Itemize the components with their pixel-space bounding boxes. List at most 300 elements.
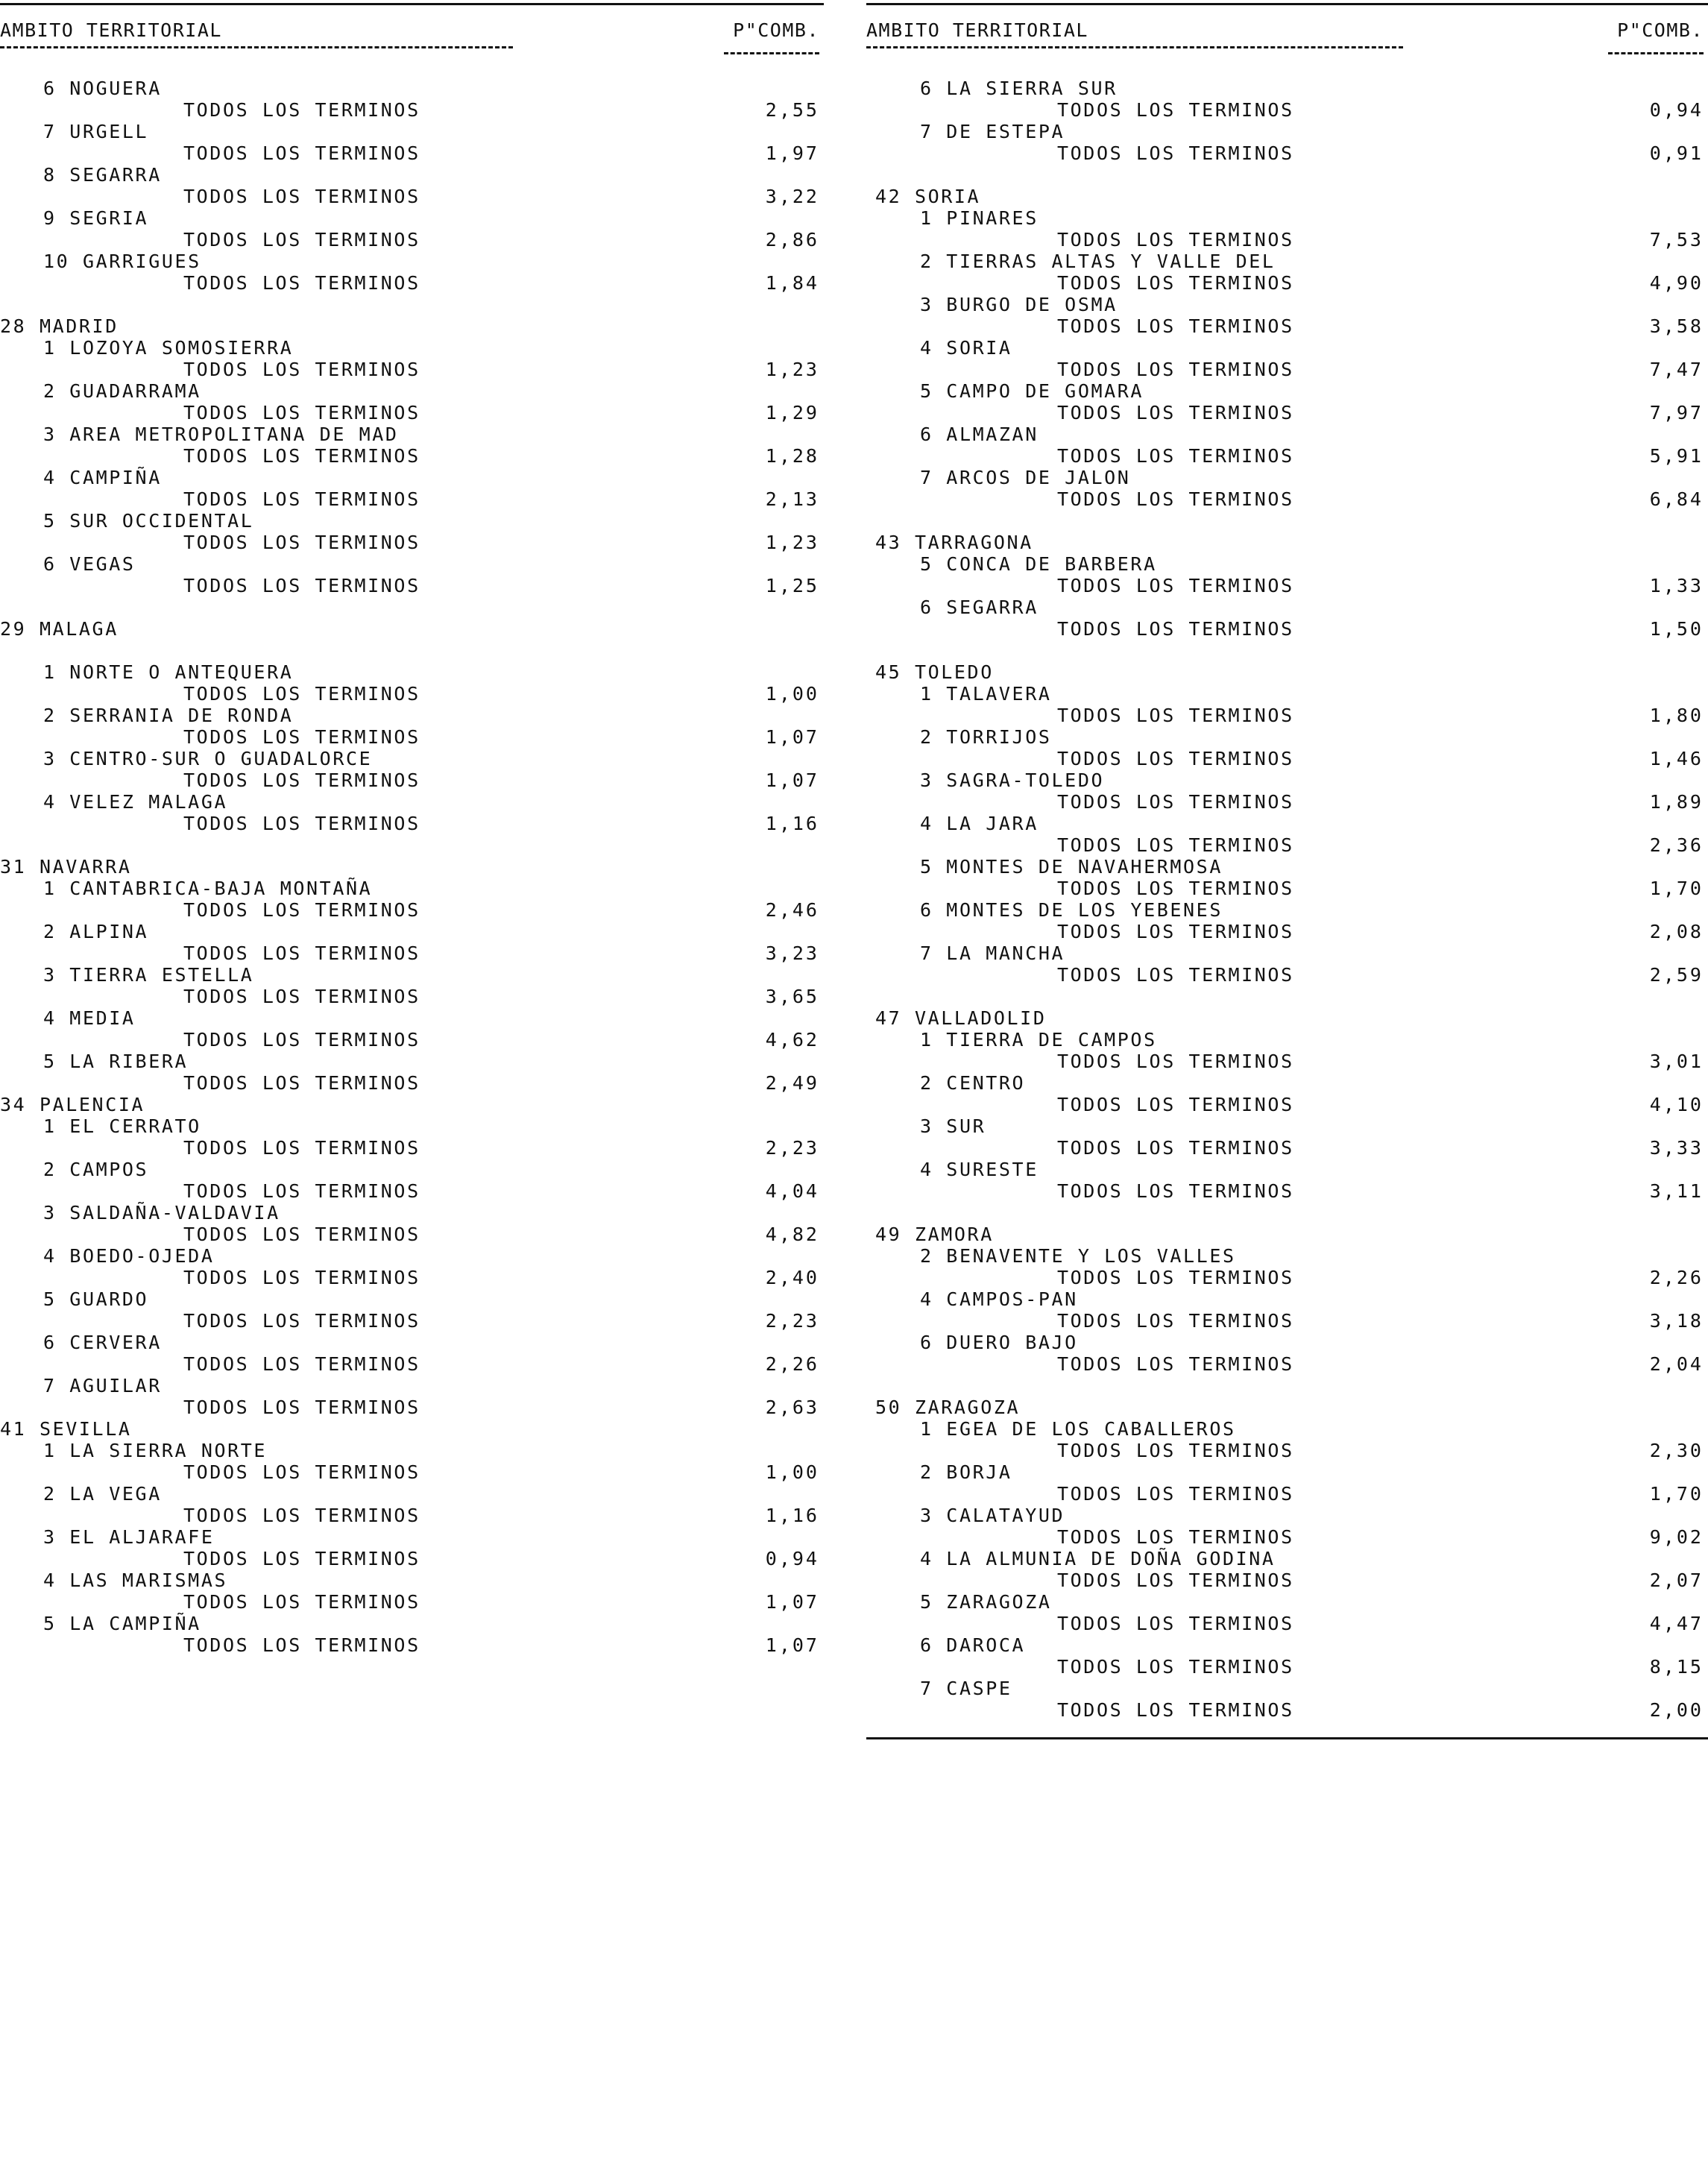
pcomb-value: 6,84 xyxy=(1649,488,1704,510)
comarca-row xyxy=(0,1159,824,1180)
comarca-name: 2 CAMPOS xyxy=(43,1159,149,1180)
comarca-row xyxy=(866,121,1708,142)
province-heading xyxy=(866,1224,1708,1245)
comarca-row xyxy=(0,207,824,229)
comarca-name: 7 URGELL xyxy=(43,121,149,142)
comarca-row xyxy=(866,423,1708,445)
comarca-row xyxy=(0,553,824,575)
term-label: TODOS LOS TERMINOS xyxy=(1057,359,1294,380)
spacer xyxy=(0,834,824,856)
province-name: 42 SORIA xyxy=(875,186,981,207)
territory-list xyxy=(0,78,824,1656)
term-label: TODOS LOS TERMINOS xyxy=(1057,1526,1294,1548)
term-label: TODOS LOS TERMINOS xyxy=(183,1591,420,1613)
comarca-name: 3 SAGRA-TOLEDO xyxy=(920,769,1105,791)
term-row xyxy=(866,878,1708,899)
term-label: TODOS LOS TERMINOS xyxy=(183,1505,420,1526)
term-label: TODOS LOS TERMINOS xyxy=(183,1461,420,1483)
pcomb-value: 1,84 xyxy=(765,272,819,294)
term-label: TODOS LOS TERMINOS xyxy=(1057,229,1294,251)
spacer xyxy=(0,294,824,315)
pcomb-value: 0,94 xyxy=(765,1548,819,1569)
comarca-name: 5 SUR OCCIDENTAL xyxy=(43,510,254,532)
comarca-name: 2 BORJA xyxy=(920,1461,1012,1483)
term-row xyxy=(866,142,1708,164)
comarca-name: 4 SURESTE xyxy=(920,1159,1039,1180)
term-label: TODOS LOS TERMINOS xyxy=(183,272,420,294)
spacer xyxy=(0,640,824,661)
term-row xyxy=(866,1094,1708,1115)
comarca-name: 2 TORRIJOS xyxy=(920,726,1052,748)
pcomb-heading: P"COMB. xyxy=(733,19,819,41)
term-row xyxy=(0,899,824,921)
comarca-row xyxy=(866,1678,1708,1699)
comarca-name: 5 GUARDO xyxy=(43,1288,149,1310)
comarca-name: 2 GUADARRAMA xyxy=(43,380,201,402)
term-row xyxy=(866,1051,1708,1072)
spacer xyxy=(866,986,1708,1007)
term-label: TODOS LOS TERMINOS xyxy=(1057,1051,1294,1072)
term-label: TODOS LOS TERMINOS xyxy=(1057,142,1294,164)
term-label: TODOS LOS TERMINOS xyxy=(183,402,420,423)
comarca-row xyxy=(0,1288,824,1310)
bottom-rule xyxy=(866,1737,1708,1739)
term-row xyxy=(0,1137,824,1159)
comarca-name: 7 ARCOS DE JALON xyxy=(920,467,1131,488)
term-label: TODOS LOS TERMINOS xyxy=(183,726,420,748)
pcomb-value: 1,07 xyxy=(765,1634,819,1656)
pcomb-value: 2,46 xyxy=(765,899,819,921)
pcomb-value: 4,10 xyxy=(1649,1094,1704,1115)
pcomb-value: 4,04 xyxy=(765,1180,819,1202)
term-label: TODOS LOS TERMINOS xyxy=(1057,921,1294,942)
comarca-row xyxy=(866,553,1708,575)
province-name: 50 ZARAGOZA xyxy=(875,1396,1021,1418)
pcomb-value: 1,23 xyxy=(765,359,819,380)
pcomb-value: 2,59 xyxy=(1649,964,1704,986)
term-row xyxy=(0,769,824,791)
comarca-row xyxy=(866,1461,1708,1483)
comarca-name: 5 CONCA DE BARBERA xyxy=(920,553,1157,575)
term-row xyxy=(0,488,824,510)
term-row xyxy=(866,402,1708,423)
pcomb-value: 3,18 xyxy=(1649,1310,1704,1332)
comarca-name: 3 SALDAÑA-VALDAVIA xyxy=(43,1202,280,1224)
pcomb-value: 1,33 xyxy=(1649,575,1704,596)
term-row xyxy=(0,402,824,423)
province-heading xyxy=(866,1396,1708,1418)
term-row xyxy=(0,1224,824,1245)
pcomb-value: 1,00 xyxy=(765,683,819,705)
term-row xyxy=(866,921,1708,942)
term-row xyxy=(866,315,1708,337)
term-row xyxy=(0,1634,824,1656)
term-label: TODOS LOS TERMINOS xyxy=(183,532,420,553)
term-label: TODOS LOS TERMINOS xyxy=(183,1548,420,1569)
comarca-name: 8 SEGARRA xyxy=(43,164,162,186)
pcomb-value: 1,29 xyxy=(765,402,819,423)
comarca-name: 4 MEDIA xyxy=(43,1007,136,1029)
pcomb-value: 7,97 xyxy=(1649,402,1704,423)
comarca-row xyxy=(866,1548,1708,1569)
term-row xyxy=(866,1656,1708,1678)
comarca-row xyxy=(866,596,1708,618)
term-label: TODOS LOS TERMINOS xyxy=(183,1072,420,1094)
term-row xyxy=(0,1310,824,1332)
territory-list xyxy=(866,78,1708,1721)
comarca-row xyxy=(0,467,824,488)
spacer xyxy=(0,596,824,618)
comarca-row xyxy=(0,251,824,272)
province-name: 43 TARRAGONA xyxy=(875,532,1033,553)
comarca-row xyxy=(0,1245,824,1267)
comarca-name: 4 LAS MARISMAS xyxy=(43,1569,228,1591)
term-label: TODOS LOS TERMINOS xyxy=(1057,402,1294,423)
term-row xyxy=(0,1180,824,1202)
comarca-name: 6 LA SIERRA SUR xyxy=(920,78,1118,99)
province-name: 41 SEVILLA xyxy=(0,1418,132,1440)
ambito-territorial-heading: AMBITO TERRITORIAL xyxy=(0,19,222,41)
column-header xyxy=(0,19,824,49)
term-row xyxy=(866,1569,1708,1591)
pcomb-value: 1,23 xyxy=(765,532,819,553)
comarca-row xyxy=(866,207,1708,229)
term-row xyxy=(866,575,1708,596)
pcomb-value: 1,07 xyxy=(765,769,819,791)
comarca-row xyxy=(866,337,1708,359)
comarca-name: 2 TIERRAS ALTAS Y VALLE DEL xyxy=(920,251,1276,272)
comarca-name: 5 LA RIBERA xyxy=(43,1051,189,1072)
province-name: 29 MALAGA xyxy=(0,618,119,640)
pcomb-value: 2,49 xyxy=(765,1072,819,1094)
term-row xyxy=(0,1548,824,1569)
term-row xyxy=(866,705,1708,726)
pcomb-value: 1,07 xyxy=(765,726,819,748)
comarca-row xyxy=(0,661,824,683)
term-row xyxy=(0,942,824,964)
comarca-name: 3 CENTRO-SUR O GUADALORCE xyxy=(43,748,373,769)
comarca-name: 1 NORTE O ANTEQUERA xyxy=(43,661,294,683)
term-label: TODOS LOS TERMINOS xyxy=(1057,488,1294,510)
term-row xyxy=(0,683,824,705)
term-label: TODOS LOS TERMINOS xyxy=(183,1224,420,1245)
province-heading xyxy=(0,618,824,640)
comarca-row xyxy=(866,1634,1708,1656)
comarca-row xyxy=(866,1418,1708,1440)
comarca-name: 7 DE ESTEPA xyxy=(920,121,1065,142)
comarca-name: 2 BENAVENTE Y LOS VALLES xyxy=(920,1245,1236,1267)
pcomb-value: 0,91 xyxy=(1649,142,1704,164)
term-label: TODOS LOS TERMINOS xyxy=(183,488,420,510)
comarca-name: 5 CAMPO DE GOMARA xyxy=(920,380,1144,402)
province-name: 49 ZAMORA xyxy=(875,1224,994,1245)
term-row xyxy=(0,1396,824,1418)
term-row xyxy=(866,359,1708,380)
top-rule xyxy=(0,3,824,5)
term-label: TODOS LOS TERMINOS xyxy=(1057,575,1294,596)
comarca-row xyxy=(866,1159,1708,1180)
pcomb-value: 3,11 xyxy=(1649,1180,1704,1202)
comarca-row xyxy=(866,899,1708,921)
term-label: TODOS LOS TERMINOS xyxy=(1057,618,1294,640)
pcomb-value: 2,40 xyxy=(765,1267,819,1288)
comarca-name: 1 LA SIERRA NORTE xyxy=(43,1440,268,1461)
comarca-name: 6 DUERO BAJO xyxy=(920,1332,1078,1353)
term-label: TODOS LOS TERMINOS xyxy=(183,142,420,164)
term-label: TODOS LOS TERMINOS xyxy=(183,1396,420,1418)
province-heading xyxy=(866,1007,1708,1029)
pcomb-value: 2,23 xyxy=(765,1137,819,1159)
pcomb-value: 3,58 xyxy=(1649,315,1704,337)
spacer xyxy=(866,1375,1708,1396)
comarca-name: 1 CANTABRICA-BAJA MONTAÑA xyxy=(43,878,373,899)
term-row xyxy=(866,791,1708,813)
term-row xyxy=(0,1072,824,1094)
spacer xyxy=(866,1202,1708,1224)
term-label: TODOS LOS TERMINOS xyxy=(1057,99,1294,121)
term-row xyxy=(866,1180,1708,1202)
term-row xyxy=(0,272,824,294)
pcomb-value: 3,23 xyxy=(765,942,819,964)
term-label: TODOS LOS TERMINOS xyxy=(1057,272,1294,294)
pcomb-value: 4,47 xyxy=(1649,1613,1704,1634)
comarca-name: 2 SERRANIA DE RONDA xyxy=(43,705,294,726)
comarca-row xyxy=(866,294,1708,315)
comarca-row xyxy=(866,380,1708,402)
term-row xyxy=(0,1353,824,1375)
comarca-row xyxy=(866,467,1708,488)
pcomb-value: 9,02 xyxy=(1649,1526,1704,1548)
term-row xyxy=(0,1591,824,1613)
pcomb-value: 4,62 xyxy=(765,1029,819,1051)
comarca-row xyxy=(0,791,824,813)
comarca-name: 5 ZARAGOZA xyxy=(920,1591,1052,1613)
province-heading xyxy=(0,1094,824,1115)
spacer xyxy=(866,640,1708,661)
comarca-name: 6 MONTES DE LOS YEBENES xyxy=(920,899,1223,921)
pcomb-heading: P"COMB. xyxy=(1617,19,1704,41)
term-label: TODOS LOS TERMINOS xyxy=(1057,315,1294,337)
term-label: TODOS LOS TERMINOS xyxy=(183,899,420,921)
term-row xyxy=(0,813,824,834)
term-row xyxy=(866,1613,1708,1634)
term-label: TODOS LOS TERMINOS xyxy=(183,186,420,207)
comarca-row xyxy=(0,423,824,445)
pcomb-value: 2,26 xyxy=(1649,1267,1704,1288)
comarca-row xyxy=(866,1332,1708,1353)
term-label: TODOS LOS TERMINOS xyxy=(1057,1353,1294,1375)
comarca-row xyxy=(0,1375,824,1396)
pcomb-value: 2,13 xyxy=(765,488,819,510)
province-name: 47 VALLADOLID xyxy=(875,1007,1047,1029)
comarca-name: 6 VEGAS xyxy=(43,553,136,575)
term-label: TODOS LOS TERMINOS xyxy=(183,1634,420,1656)
comarca-row xyxy=(866,78,1708,99)
pcomb-value: 7,53 xyxy=(1649,229,1704,251)
term-row xyxy=(0,445,824,467)
comarca-row xyxy=(866,856,1708,878)
term-label: TODOS LOS TERMINOS xyxy=(183,769,420,791)
comarca-row xyxy=(0,510,824,532)
comarca-row xyxy=(866,813,1708,834)
comarca-row xyxy=(0,878,824,899)
province-heading xyxy=(0,856,824,878)
pcomb-value: 2,36 xyxy=(1649,834,1704,856)
pcomb-value: 2,55 xyxy=(765,99,819,121)
term-row xyxy=(866,748,1708,769)
heading-underline xyxy=(0,46,513,51)
pcomb-value: 1,80 xyxy=(1649,705,1704,726)
term-label: TODOS LOS TERMINOS xyxy=(1057,1569,1294,1591)
comarca-row xyxy=(0,1332,824,1353)
comarca-name: 3 BURGO DE OSMA xyxy=(920,294,1118,315)
term-row xyxy=(866,445,1708,467)
pcomb-value: 1,70 xyxy=(1649,878,1704,899)
province-name: 28 MADRID xyxy=(0,315,119,337)
term-label: TODOS LOS TERMINOS xyxy=(183,1137,420,1159)
comarca-row xyxy=(866,251,1708,272)
province-heading xyxy=(0,1418,824,1440)
term-label: TODOS LOS TERMINOS xyxy=(1057,705,1294,726)
term-row xyxy=(866,272,1708,294)
comarca-row xyxy=(0,1051,824,1072)
comarca-name: 6 SEGARRA xyxy=(920,596,1039,618)
term-label: TODOS LOS TERMINOS xyxy=(1057,1137,1294,1159)
province-heading xyxy=(866,186,1708,207)
comarca-name: 5 MONTES DE NAVAHERMOSA xyxy=(920,856,1223,878)
term-label: TODOS LOS TERMINOS xyxy=(1057,1656,1294,1678)
comarca-row xyxy=(866,942,1708,964)
term-row xyxy=(866,964,1708,986)
term-label: TODOS LOS TERMINOS xyxy=(183,359,420,380)
comarca-name: 3 CALATAYUD xyxy=(920,1505,1065,1526)
comarca-name: 3 EL ALJARAFE xyxy=(43,1526,215,1548)
term-row xyxy=(866,1267,1708,1288)
pcomb-value: 3,01 xyxy=(1649,1051,1704,1072)
term-row xyxy=(0,532,824,553)
comarca-name: 1 PINARES xyxy=(920,207,1039,229)
comarca-name: 1 TALAVERA xyxy=(920,683,1052,705)
comarca-row xyxy=(0,78,824,99)
term-row xyxy=(0,359,824,380)
pcomb-value: 3,22 xyxy=(765,186,819,207)
province-name: 45 TOLEDO xyxy=(875,661,994,683)
term-row xyxy=(866,229,1708,251)
pcomb-value: 2,23 xyxy=(765,1310,819,1332)
comarca-row xyxy=(866,1505,1708,1526)
pcomb-value: 2,08 xyxy=(1649,921,1704,942)
term-label: TODOS LOS TERMINOS xyxy=(183,1180,420,1202)
comarca-name: 4 LA JARA xyxy=(920,813,1039,834)
comarca-name: 6 ALMAZAN xyxy=(920,423,1039,445)
heading-underline xyxy=(866,46,1403,51)
comarca-row xyxy=(866,1245,1708,1267)
term-label: TODOS LOS TERMINOS xyxy=(183,575,420,596)
pcomb-value: 1,70 xyxy=(1649,1483,1704,1505)
term-label: TODOS LOS TERMINOS xyxy=(183,1029,420,1051)
pcomb-value: 1,16 xyxy=(765,1505,819,1526)
term-label: TODOS LOS TERMINOS xyxy=(183,942,420,964)
term-label: TODOS LOS TERMINOS xyxy=(1057,878,1294,899)
term-row xyxy=(0,229,824,251)
term-label: TODOS LOS TERMINOS xyxy=(1057,1613,1294,1634)
spacer xyxy=(866,164,1708,186)
term-row xyxy=(0,726,824,748)
comarca-row xyxy=(0,164,824,186)
term-row xyxy=(0,99,824,121)
pcomb-value: 1,50 xyxy=(1649,618,1704,640)
term-label: TODOS LOS TERMINOS xyxy=(1057,1483,1294,1505)
pcomb-value: 4,90 xyxy=(1649,272,1704,294)
term-label: TODOS LOS TERMINOS xyxy=(1057,1699,1294,1721)
pcomb-value: 1,16 xyxy=(765,813,819,834)
comarca-name: 3 TIERRA ESTELLA xyxy=(43,964,254,986)
comarca-row xyxy=(866,1072,1708,1094)
comarca-name: 2 LA VEGA xyxy=(43,1483,162,1505)
term-row xyxy=(866,99,1708,121)
comarca-name: 4 CAMPOS-PAN xyxy=(920,1288,1078,1310)
comarca-name: 6 CERVERA xyxy=(43,1332,162,1353)
term-label: TODOS LOS TERMINOS xyxy=(183,813,420,834)
comarca-row xyxy=(0,1483,824,1505)
pcomb-value: 0,94 xyxy=(1649,99,1704,121)
pcomb-value: 3,65 xyxy=(765,986,819,1007)
pcomb-value: 2,63 xyxy=(765,1396,819,1418)
term-row xyxy=(866,1526,1708,1548)
pcomb-value: 5,91 xyxy=(1649,445,1704,467)
comarca-row xyxy=(866,683,1708,705)
term-row xyxy=(0,1461,824,1483)
province-heading xyxy=(0,315,824,337)
pcomb-value: 8,15 xyxy=(1649,1656,1704,1678)
term-label: TODOS LOS TERMINOS xyxy=(1057,791,1294,813)
comarca-name: 1 EL CERRATO xyxy=(43,1115,201,1137)
comarca-row xyxy=(0,1569,824,1591)
pcomb-value: 1,25 xyxy=(765,575,819,596)
comarca-name: 2 CENTRO xyxy=(920,1072,1026,1094)
comarca-row xyxy=(0,705,824,726)
term-label: TODOS LOS TERMINOS xyxy=(1057,1310,1294,1332)
ambito-territorial-heading: AMBITO TERRITORIAL xyxy=(866,19,1088,41)
comarca-name: 7 AGUILAR xyxy=(43,1375,162,1396)
comarca-row xyxy=(0,1007,824,1029)
pcomb-value: 7,47 xyxy=(1649,359,1704,380)
term-row xyxy=(0,142,824,164)
spacer xyxy=(866,510,1708,532)
comarca-name: 4 SORIA xyxy=(920,337,1012,359)
term-row xyxy=(0,1029,824,1051)
province-heading xyxy=(866,661,1708,683)
term-row xyxy=(866,1353,1708,1375)
comarca-row xyxy=(866,1591,1708,1613)
province-heading xyxy=(866,532,1708,553)
term-label: TODOS LOS TERMINOS xyxy=(1057,1180,1294,1202)
comarca-row xyxy=(0,921,824,942)
comarca-name: 3 AREA METROPOLITANA DE MAD xyxy=(43,423,399,445)
term-label: TODOS LOS TERMINOS xyxy=(183,1267,420,1288)
comarca-row xyxy=(0,1613,824,1634)
term-label: TODOS LOS TERMINOS xyxy=(183,445,420,467)
term-label: TODOS LOS TERMINOS xyxy=(1057,1440,1294,1461)
comarca-row xyxy=(0,1115,824,1137)
comarca-row xyxy=(866,1115,1708,1137)
pcomb-value: 1,00 xyxy=(765,1461,819,1483)
pcomb-value: 2,04 xyxy=(1649,1353,1704,1375)
term-label: TODOS LOS TERMINOS xyxy=(1057,964,1294,986)
value-heading-underline xyxy=(1608,52,1704,57)
term-row xyxy=(866,834,1708,856)
comarca-row xyxy=(0,1526,824,1548)
